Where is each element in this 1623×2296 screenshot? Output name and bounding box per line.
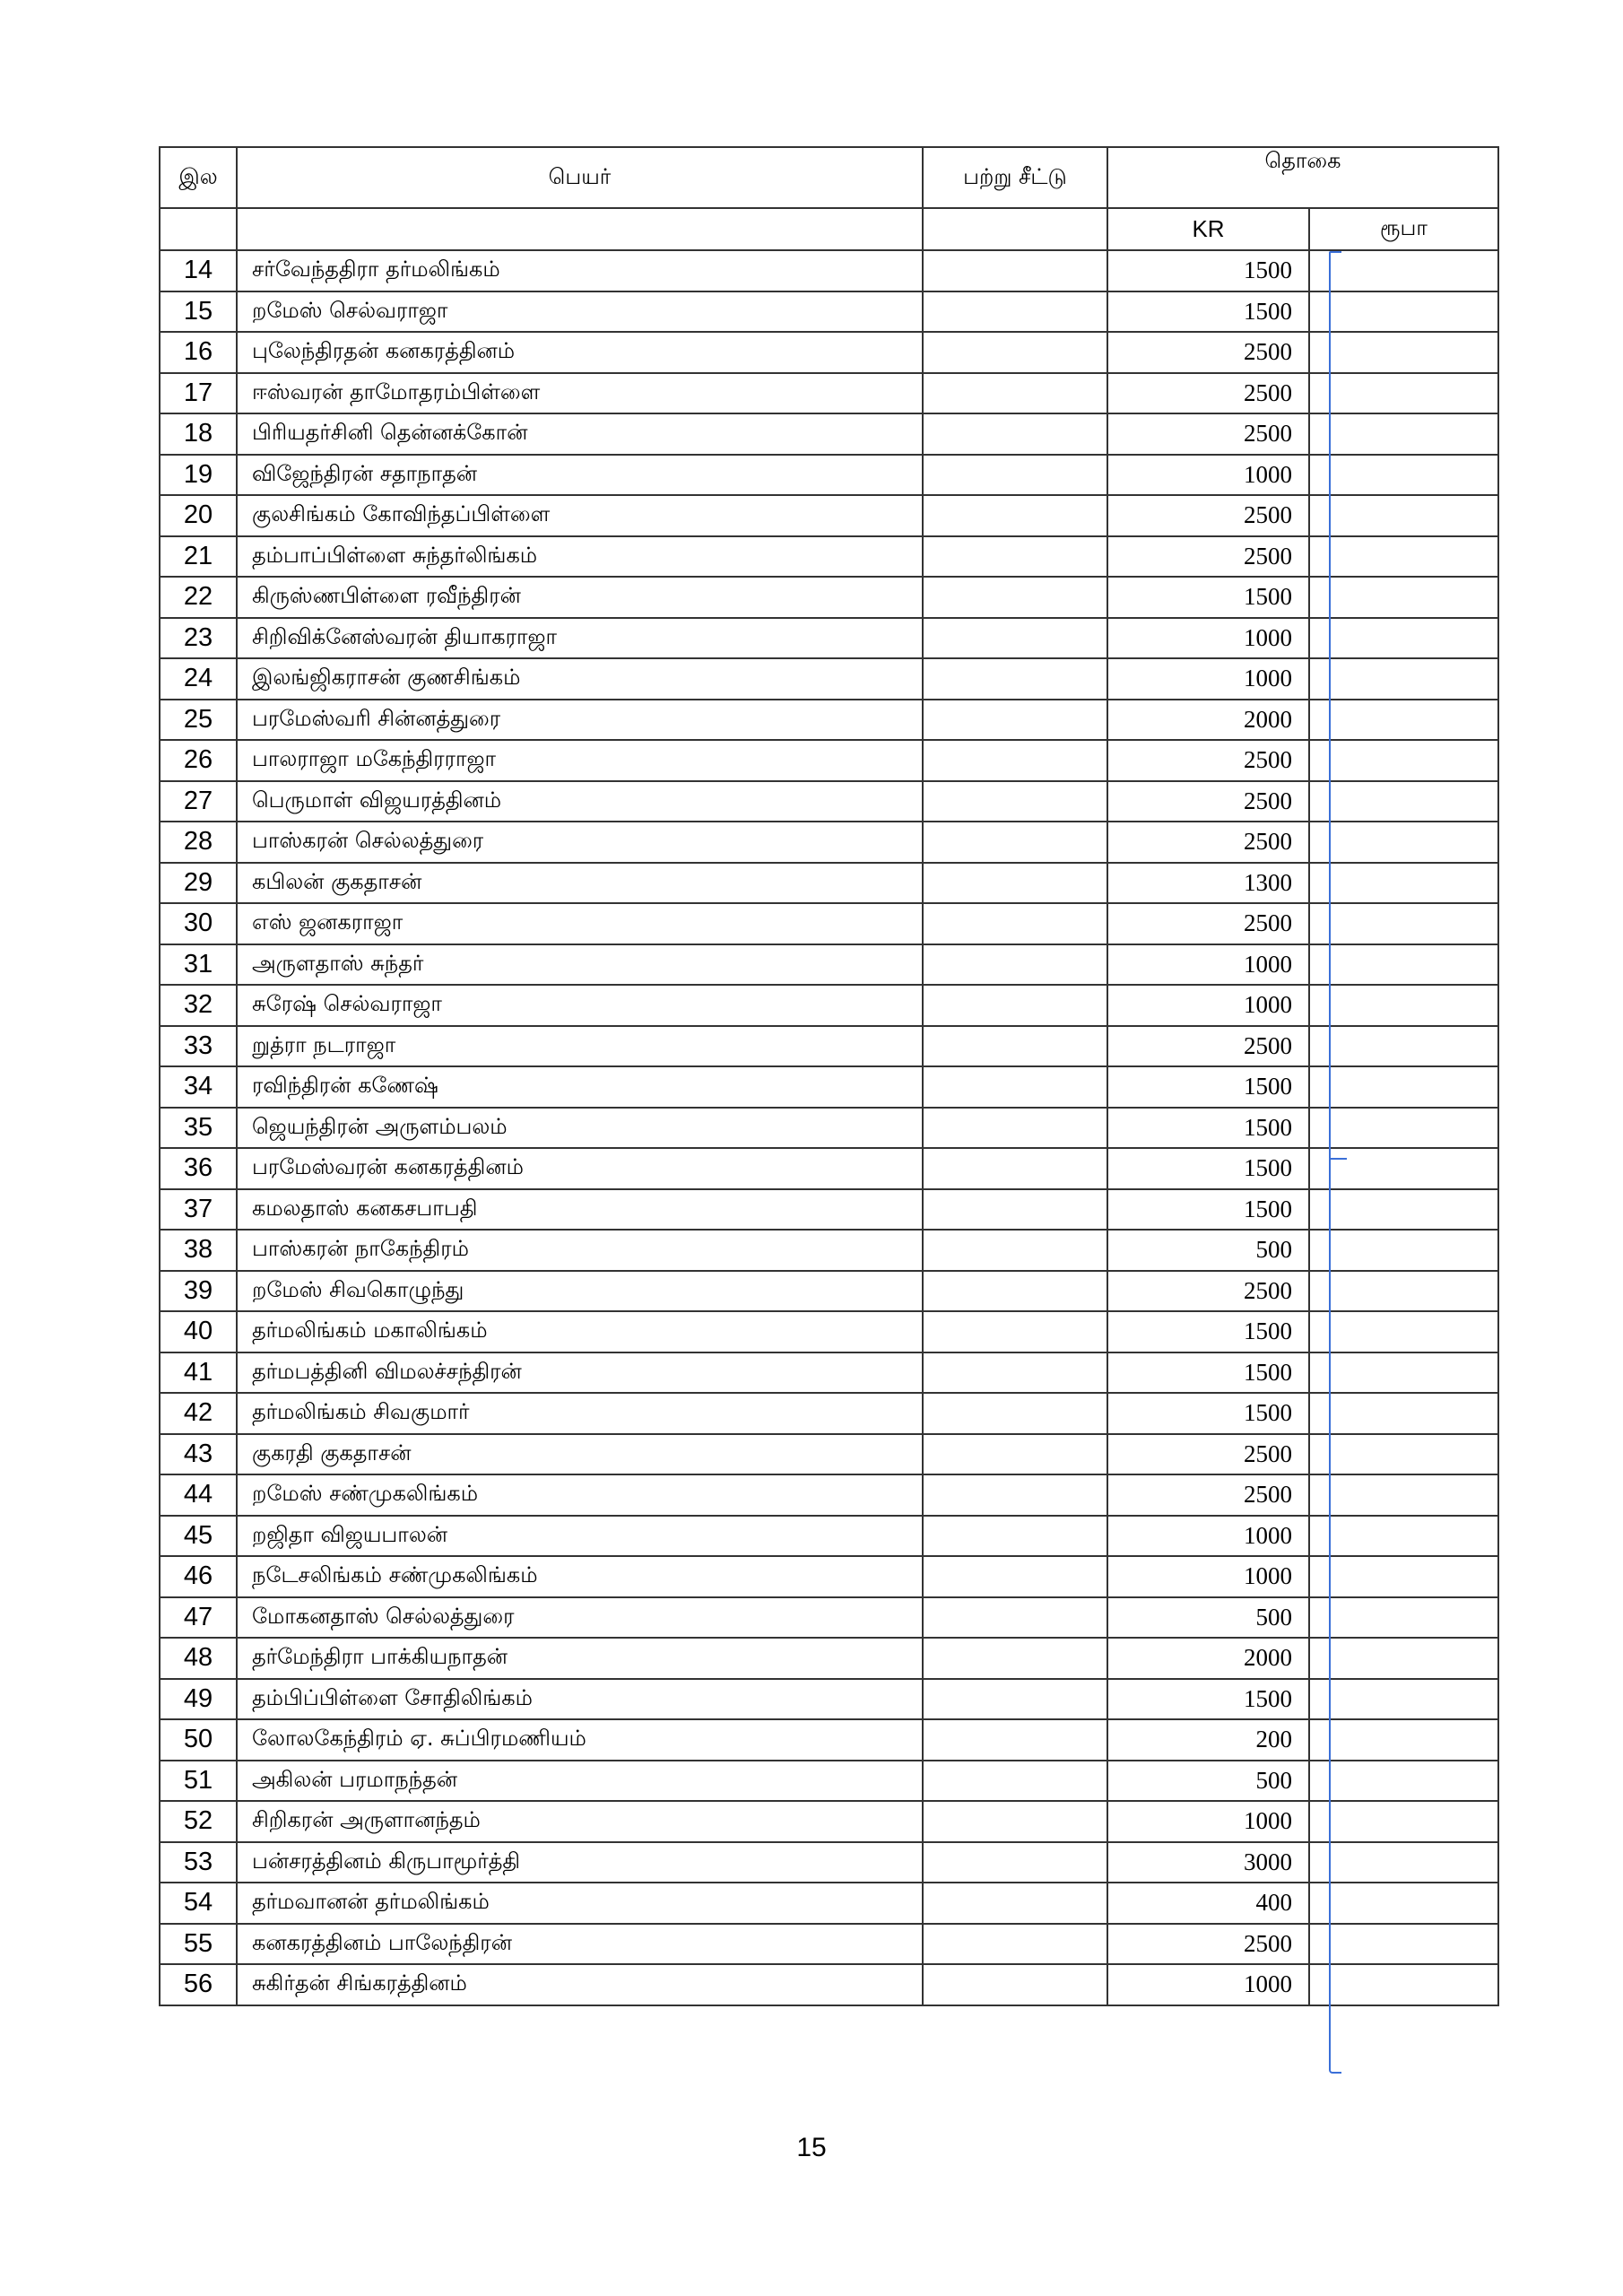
row-number: 42	[160, 1393, 237, 1434]
row-name: குகரதி குகதாசன்	[237, 1434, 923, 1475]
row-name: தர்மேந்திரா பாக்கியநாதன்	[237, 1638, 923, 1679]
header-name: பெயர்	[237, 147, 923, 208]
table-row	[160, 781, 1498, 822]
row-number: 29	[160, 863, 237, 904]
row-number: 41	[160, 1352, 237, 1394]
table-row	[160, 822, 1498, 863]
row-number: 30	[160, 903, 237, 944]
row-amount-kr: 2500	[1107, 822, 1309, 863]
table-row	[160, 1801, 1498, 1842]
row-receipt	[923, 1108, 1107, 1149]
page-number: 15	[796, 2133, 827, 2162]
row-amount-kr: 1000	[1107, 618, 1309, 659]
header-blank-receipt	[923, 208, 1107, 250]
row-amount-kr: 2500	[1107, 1474, 1309, 1516]
header-no: இல	[160, 147, 237, 208]
row-amount-kr: 2500	[1107, 413, 1309, 455]
row-amount-kr: 1000	[1107, 1964, 1309, 2005]
row-receipt	[923, 536, 1107, 578]
row-number: 53	[160, 1842, 237, 1883]
row-name: சுகிர்தன் சிங்கரத்தினம்	[237, 1964, 923, 2005]
row-number: 44	[160, 1474, 237, 1516]
row-amount-kr: 1500	[1107, 250, 1309, 291]
row-receipt	[923, 863, 1107, 904]
row-amount-kr: 1000	[1107, 944, 1309, 986]
row-receipt	[923, 1393, 1107, 1434]
row-number: 40	[160, 1311, 237, 1352]
table-row	[160, 291, 1498, 333]
row-number: 17	[160, 373, 237, 414]
row-receipt	[923, 903, 1107, 944]
row-amount-kr: 400	[1107, 1883, 1309, 1924]
row-receipt	[923, 1230, 1107, 1271]
row-receipt	[923, 455, 1107, 496]
row-name: றமேஸ் சிவகொழுந்து	[237, 1271, 923, 1312]
table-row	[160, 1066, 1498, 1108]
row-name: அருளதாஸ் சுந்தர்	[237, 944, 923, 986]
table-row	[160, 985, 1498, 1026]
row-amount-kr: 2500	[1107, 373, 1309, 414]
row-number: 24	[160, 658, 237, 700]
donation-table	[159, 146, 1499, 2006]
row-amount-kr: 1500	[1107, 1679, 1309, 1720]
row-receipt	[923, 291, 1107, 333]
row-receipt	[923, 1842, 1107, 1883]
row-receipt	[923, 985, 1107, 1026]
row-amount-kr: 1500	[1107, 1189, 1309, 1231]
table-row	[160, 863, 1498, 904]
table-body	[160, 250, 1498, 2005]
table-row	[160, 1434, 1498, 1475]
row-name: குலசிங்கம் கோவிந்தப்பிள்ளை	[237, 495, 923, 536]
table-row	[160, 373, 1498, 414]
row-amount-kr: 1500	[1107, 1352, 1309, 1394]
row-receipt	[923, 1474, 1107, 1516]
row-amount-kr: 500	[1107, 1761, 1309, 1802]
row-number: 16	[160, 332, 237, 373]
row-name: தர்மலிங்கம் சிவகுமார்	[237, 1393, 923, 1434]
row-name: ஈஸ்வரன் தாமோதரம்பிள்ளை	[237, 373, 923, 414]
row-name: ஜெயந்திரன் அருளம்பலம்	[237, 1108, 923, 1149]
row-receipt	[923, 1352, 1107, 1394]
row-number: 45	[160, 1516, 237, 1557]
row-number: 46	[160, 1556, 237, 1597]
row-receipt	[923, 1638, 1107, 1679]
row-receipt	[923, 1148, 1107, 1189]
row-amount-kr: 2000	[1107, 700, 1309, 741]
row-number: 52	[160, 1801, 237, 1842]
row-number: 38	[160, 1230, 237, 1271]
row-amount-kr: 1500	[1107, 291, 1309, 333]
row-number: 18	[160, 413, 237, 455]
row-number: 19	[160, 455, 237, 496]
table-row	[160, 1271, 1498, 1312]
row-number: 20	[160, 495, 237, 536]
row-name: பரமேஸ்வரன் கனகரத்தினம்	[237, 1148, 923, 1189]
row-name: தம்பிப்பிள்ளை சோதிலிங்கம்	[237, 1679, 923, 1720]
row-name: மோகனதாஸ் செல்லத்துரை	[237, 1597, 923, 1639]
row-receipt	[923, 658, 1107, 700]
row-name: சர்வேந்ததிரா தர்மலிங்கம்	[237, 250, 923, 291]
row-name: தர்மபத்தினி விமலச்சந்திரன்	[237, 1352, 923, 1394]
row-receipt	[923, 1189, 1107, 1231]
row-number: 23	[160, 618, 237, 659]
row-receipt	[923, 1066, 1107, 1108]
table-row	[160, 1311, 1498, 1352]
row-name: அகிலன் பரமாநந்தன்	[237, 1761, 923, 1802]
row-number: 37	[160, 1189, 237, 1231]
row-receipt	[923, 577, 1107, 618]
header-amount: தொகை	[1107, 147, 1498, 208]
row-name: பன்சரத்தினம் கிருபாமூர்த்தி	[237, 1842, 923, 1883]
row-amount-kr: 3000	[1107, 1842, 1309, 1883]
row-number: 49	[160, 1679, 237, 1720]
table-row	[160, 577, 1498, 618]
pen-bracket-tick	[1331, 1158, 1347, 1160]
row-number: 14	[160, 250, 237, 291]
row-receipt	[923, 944, 1107, 986]
table-row	[160, 944, 1498, 986]
row-number: 54	[160, 1883, 237, 1924]
row-name: எஸ் ஜனகராஜா	[237, 903, 923, 944]
table-row	[160, 618, 1498, 659]
row-receipt	[923, 1761, 1107, 1802]
row-number: 28	[160, 822, 237, 863]
row-amount-kr: 1500	[1107, 1148, 1309, 1189]
table-row	[160, 413, 1498, 455]
row-number: 33	[160, 1026, 237, 1067]
row-receipt	[923, 1883, 1107, 1924]
row-receipt	[923, 495, 1107, 536]
table-row	[160, 1230, 1498, 1271]
table-row	[160, 1474, 1498, 1516]
row-receipt	[923, 373, 1107, 414]
row-amount-kr: 1000	[1107, 1556, 1309, 1597]
table-row	[160, 455, 1498, 496]
row-number: 35	[160, 1108, 237, 1149]
row-receipt	[923, 1719, 1107, 1761]
row-amount-kr: 1500	[1107, 1108, 1309, 1149]
row-amount-kr: 2500	[1107, 495, 1309, 536]
row-number: 34	[160, 1066, 237, 1108]
row-name: பரமேஸ்வரி சின்னத்துரை	[237, 700, 923, 741]
row-amount-kr: 1000	[1107, 985, 1309, 1026]
table-row	[160, 1597, 1498, 1639]
table-row	[160, 1026, 1498, 1067]
row-name: சிறிவிக்னேஸ்வரன் தியாகராஜா	[237, 618, 923, 659]
row-number: 25	[160, 700, 237, 741]
row-name: நடேசலிங்கம் சண்முகலிங்கம்	[237, 1556, 923, 1597]
row-amount-kr: 2500	[1107, 1026, 1309, 1067]
row-number: 15	[160, 291, 237, 333]
row-receipt	[923, 1801, 1107, 1842]
row-receipt	[923, 250, 1107, 291]
row-receipt	[923, 740, 1107, 781]
header-rupees: ரூபா	[1309, 208, 1498, 250]
table-row	[160, 1761, 1498, 1802]
row-name: கபிலன் குகதாசன்	[237, 863, 923, 904]
table-row	[160, 1638, 1498, 1679]
table-row	[160, 1842, 1498, 1883]
row-receipt	[923, 822, 1107, 863]
row-receipt	[923, 618, 1107, 659]
table-row	[160, 700, 1498, 741]
row-name: சுரேஷ் செல்வராஜா	[237, 985, 923, 1026]
row-amount-kr: 2500	[1107, 740, 1309, 781]
table-row	[160, 1516, 1498, 1557]
row-number: 36	[160, 1148, 237, 1189]
row-number: 31	[160, 944, 237, 986]
row-name: கனகரத்தினம் பாலேந்திரன்	[237, 1924, 923, 1965]
table-row	[160, 1679, 1498, 1720]
row-receipt	[923, 1434, 1107, 1475]
row-amount-kr: 2500	[1107, 781, 1309, 822]
row-amount-kr: 1500	[1107, 1066, 1309, 1108]
table-row	[160, 1719, 1498, 1761]
table-row	[160, 1393, 1498, 1434]
table-row	[160, 903, 1498, 944]
row-name: றமேஸ் செல்வராஜா	[237, 291, 923, 333]
header-kr: KR	[1107, 208, 1309, 250]
table-row	[160, 1924, 1498, 1965]
row-number: 43	[160, 1434, 237, 1475]
table-row	[160, 250, 1498, 291]
row-amount-kr: 1500	[1107, 1393, 1309, 1434]
row-receipt	[923, 1964, 1107, 2005]
row-number: 56	[160, 1964, 237, 2005]
pen-bracket-mark	[1329, 251, 1341, 2074]
row-receipt	[923, 332, 1107, 373]
row-amount-kr: 500	[1107, 1230, 1309, 1271]
row-number: 27	[160, 781, 237, 822]
table-row	[160, 1556, 1498, 1597]
table-row	[160, 1883, 1498, 1924]
row-receipt	[923, 1271, 1107, 1312]
row-number: 55	[160, 1924, 237, 1965]
header-receipt: பற்று சீட்டு	[923, 147, 1107, 208]
row-receipt	[923, 413, 1107, 455]
row-name: றுத்ரா நடராஜா	[237, 1026, 923, 1067]
row-number: 51	[160, 1761, 237, 1802]
table-row	[160, 1964, 1498, 2005]
row-amount-kr: 2500	[1107, 1434, 1309, 1475]
row-number: 48	[160, 1638, 237, 1679]
row-receipt	[923, 1597, 1107, 1639]
row-amount-kr: 2000	[1107, 1638, 1309, 1679]
row-receipt	[923, 1924, 1107, 1965]
row-amount-kr: 2500	[1107, 1271, 1309, 1312]
row-name: இலங்ஜிகராசன் குணசிங்கம்	[237, 658, 923, 700]
header-blank-name	[237, 208, 923, 250]
header-blank-no	[160, 208, 237, 250]
row-name: ரவிந்திரன் கணேஷ்	[237, 1066, 923, 1108]
table-row	[160, 1108, 1498, 1149]
row-amount-kr: 2500	[1107, 903, 1309, 944]
row-amount-kr: 1500	[1107, 1311, 1309, 1352]
row-amount-kr: 1000	[1107, 1516, 1309, 1557]
row-receipt	[923, 781, 1107, 822]
row-name: கமலதாஸ் கனகசபாபதி	[237, 1189, 923, 1231]
row-name: புலேந்திரதன் கனகரத்தினம்	[237, 332, 923, 373]
row-number: 21	[160, 536, 237, 578]
row-receipt	[923, 1026, 1107, 1067]
row-name: தர்மவானன் தர்மலிங்கம்	[237, 1883, 923, 1924]
row-amount-kr: 2500	[1107, 332, 1309, 373]
row-name: தம்பாப்பிள்ளை சுந்தர்லிங்கம்	[237, 536, 923, 578]
table-row	[160, 740, 1498, 781]
row-name: பெருமாள் விஜயரத்தினம்	[237, 781, 923, 822]
row-name: தர்மலிங்கம் மகாலிங்கம்	[237, 1311, 923, 1352]
row-number: 26	[160, 740, 237, 781]
row-receipt	[923, 1311, 1107, 1352]
row-name: பாலராஜா மகேந்திரராஜா	[237, 740, 923, 781]
row-amount-kr: 1000	[1107, 455, 1309, 496]
table-row	[160, 658, 1498, 700]
row-number: 47	[160, 1597, 237, 1639]
table-row	[160, 1148, 1498, 1189]
row-amount-kr: 1000	[1107, 1801, 1309, 1842]
row-name: பிரியதர்சினி தென்னக்கோன்	[237, 413, 923, 455]
row-amount-kr: 2500	[1107, 1924, 1309, 1965]
row-name: சிறிகரன் அருளானந்தம்	[237, 1801, 923, 1842]
row-receipt	[923, 700, 1107, 741]
row-receipt	[923, 1516, 1107, 1557]
row-name: பாஸ்கரன் செல்லத்துரை	[237, 822, 923, 863]
table-row	[160, 1189, 1498, 1231]
row-receipt	[923, 1679, 1107, 1720]
row-amount-kr: 2500	[1107, 536, 1309, 578]
row-receipt	[923, 1556, 1107, 1597]
row-number: 22	[160, 577, 237, 618]
row-amount-kr: 1300	[1107, 863, 1309, 904]
row-number: 32	[160, 985, 237, 1026]
row-amount-kr: 1000	[1107, 658, 1309, 700]
row-name: றஜிதா விஜயபாலன்	[237, 1516, 923, 1557]
table-row	[160, 536, 1498, 578]
table-row	[160, 1352, 1498, 1394]
row-number: 39	[160, 1271, 237, 1312]
row-name: கிருஸ்ணபிள்ளை ரவீந்திரன்	[237, 577, 923, 618]
row-amount-kr: 200	[1107, 1719, 1309, 1761]
row-name: பாஸ்கரன் நாகேந்திரம்	[237, 1230, 923, 1271]
row-name: லோலகேந்திரம் ஏ. சுப்பிரமணியம்	[237, 1719, 923, 1761]
row-number: 50	[160, 1719, 237, 1761]
table-row	[160, 495, 1498, 536]
table-row	[160, 332, 1498, 373]
row-amount-kr: 1500	[1107, 577, 1309, 618]
row-name: விஜேந்திரன் சதாநாதன்	[237, 455, 923, 496]
row-name: றமேஸ் சண்முகலிங்கம்	[237, 1474, 923, 1516]
row-amount-kr: 500	[1107, 1597, 1309, 1639]
